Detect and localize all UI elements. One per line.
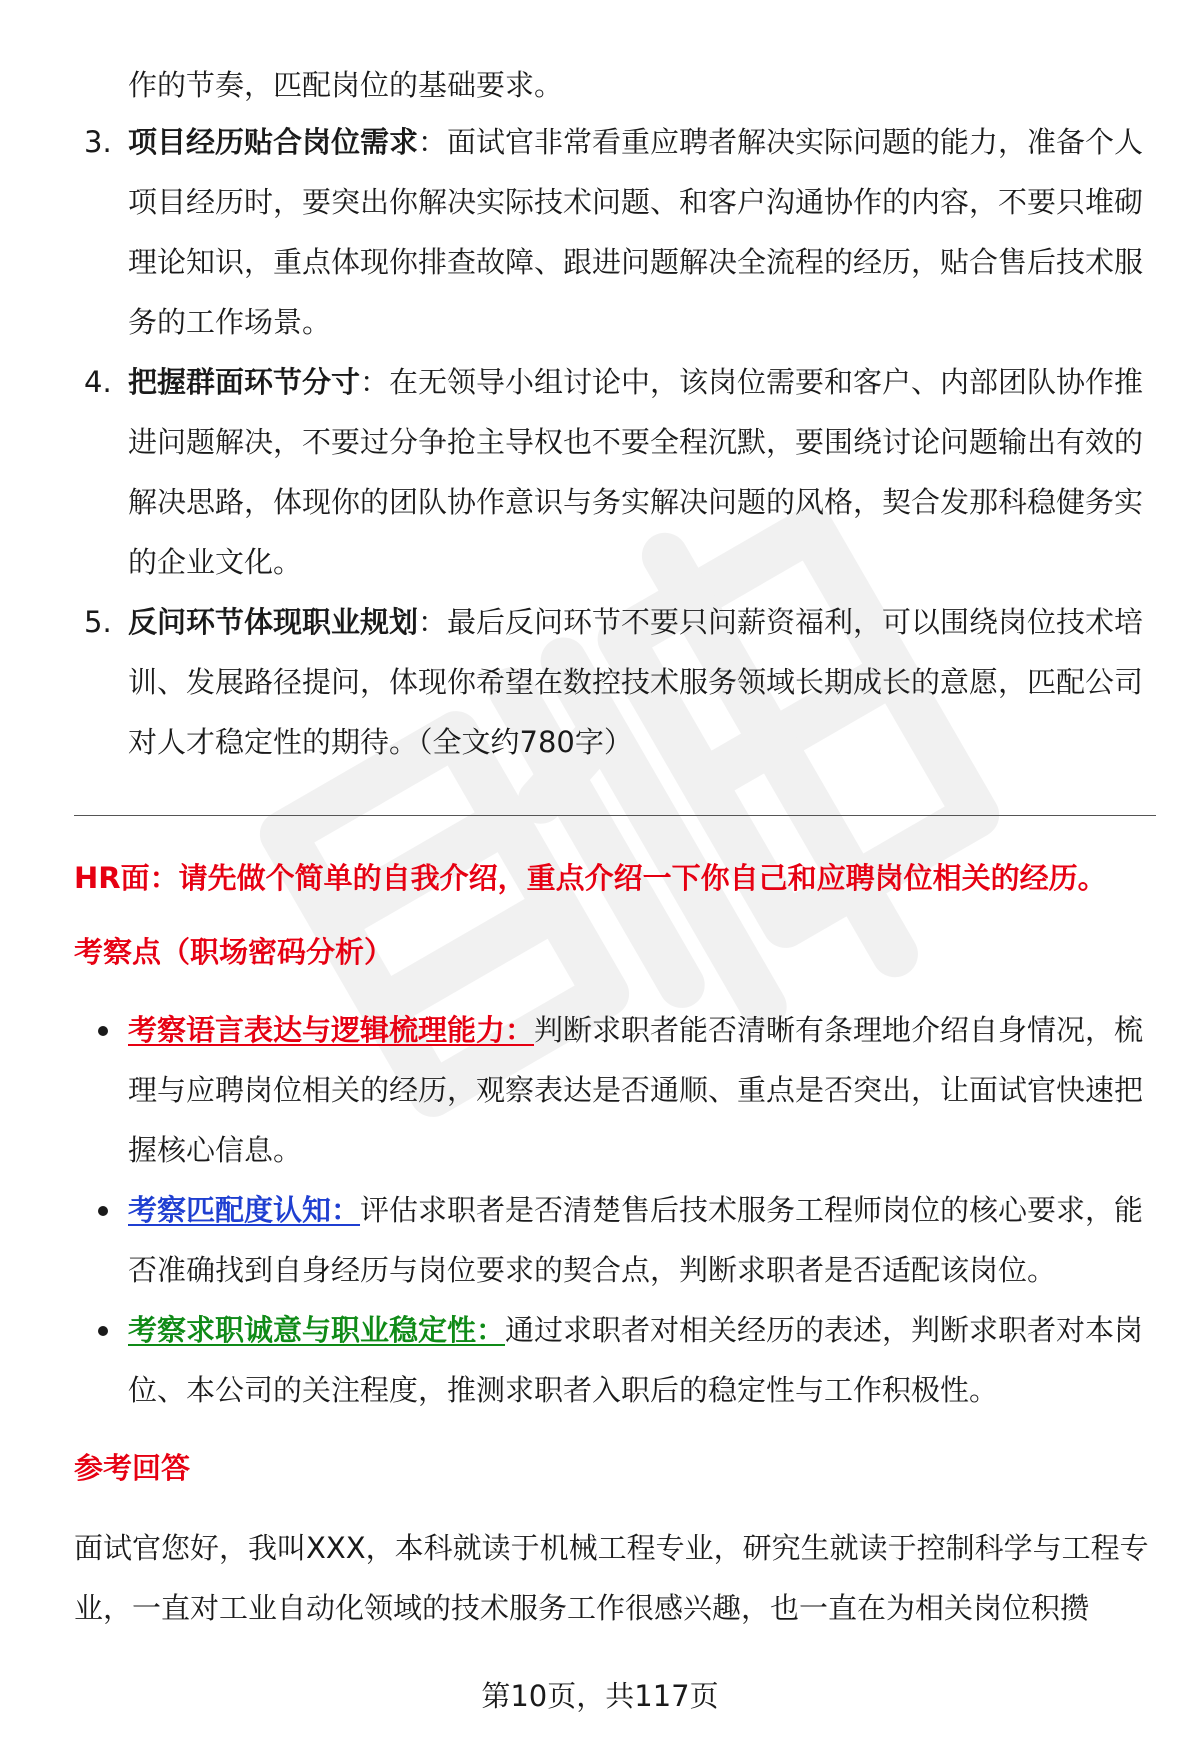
reference-answer-text: 面试官您好，我叫XXX，本科就读于机械工程专业，研究生就读于控制科学与工程专业，一直对工业自动化领域的技术服务工作很感兴趣，也一直在为相关岗位积攒 <box>74 1531 1149 1625</box>
bullet-text: 评估求职者是否清楚售后技术服务工程师岗位的核心要求，能否准确找到自身经历与岗位要求的契合点，判断求职者是否适配该岗位。 <box>128 1193 1144 1287</box>
analysis-bullet <box>0 1180 1148 1300</box>
tip-lead: 项目经历贴合岗位需求 <box>128 125 419 159</box>
analysis-bullet <box>0 1000 1148 1180</box>
tip-text: ：面试官非常看重应聘者解决实际问题的能力，准备个人项目经历时，要突出你解决实际技术问题、和客户沟通协作的内容，不要只堆砌理论知识，重点体现你排查故障、跟进问题解决全流程的经历，贴合售后技术服务的工作场景。 <box>128 125 1144 339</box>
analysis-title: 考察点（职场密码分析） <box>74 935 394 969</box>
bullet-text: 判断求职者能否清晰有条理地介绍自身情况，梳理与应聘岗位相关的经历，观察表达是否通顺、重点是否突出，让面试官快速把握核心信息。 <box>128 1013 1144 1167</box>
tip-lead: 把握群面环节分寸 <box>128 365 361 399</box>
bullet-dot-icon <box>98 1326 108 1336</box>
tips-list <box>0 112 1200 772</box>
tip-number: 5. <box>84 605 112 639</box>
bullet-key: 考察求职诚意与职业稳定性： <box>128 1313 506 1347</box>
tip-item <box>0 592 1148 772</box>
tip-text: ：最后反问环节不要只问薪资福利，可以围绕岗位技术培训、发展路径提问，体现你希望在数控技术服务领域长期成长的意愿，匹配公司对人才稳定性的期待。（全文约780字） <box>128 605 1144 759</box>
bullet-text: 通过求职者对相关经历的表述，判断求职者对本岗位、本公司的关注程度，推测求职者入职后的稳定性与工作积极性。 <box>128 1313 1144 1407</box>
tip-text: ：在无领导小组讨论中，该岗位需要和客户、内部团队协作推进问题解决，不要过分争抢主导权也不要全程沉默，要围绕讨论问题输出有效的解决思路，体现你的团队协作意识与务实解决问题的风格，契合发那科稳健务实的企业文化。 <box>128 365 1144 579</box>
analysis-bullet <box>0 1300 1148 1420</box>
bullet-dot-icon <box>98 1026 108 1036</box>
hr-question-heading: HR面：请先做个简单的自我介绍，重点介绍一下你自己和应聘岗位相关的经历。 <box>74 861 1107 895</box>
tip-item <box>0 352 1148 592</box>
bullet-key: 考察匹配度认知： <box>128 1193 361 1227</box>
tip-number: 3. <box>84 125 112 159</box>
tip-number: 4. <box>84 365 112 399</box>
analysis-bullet-list <box>0 1000 1200 1420</box>
bullet-key: 考察语言表达与逻辑梳理能力： <box>128 1013 535 1047</box>
bullet-dot-icon <box>98 1206 108 1216</box>
reference-answer-title: 参考回答 <box>74 1451 191 1485</box>
page-footer: 第10页，共117页 <box>481 1679 719 1713</box>
tip-item <box>0 112 1148 352</box>
tip-lead: 反问环节体现职业规划 <box>128 605 419 639</box>
section-divider <box>74 815 1156 816</box>
continuation-text: 作的节奏，匹配岗位的基础要求。 <box>128 68 564 102</box>
